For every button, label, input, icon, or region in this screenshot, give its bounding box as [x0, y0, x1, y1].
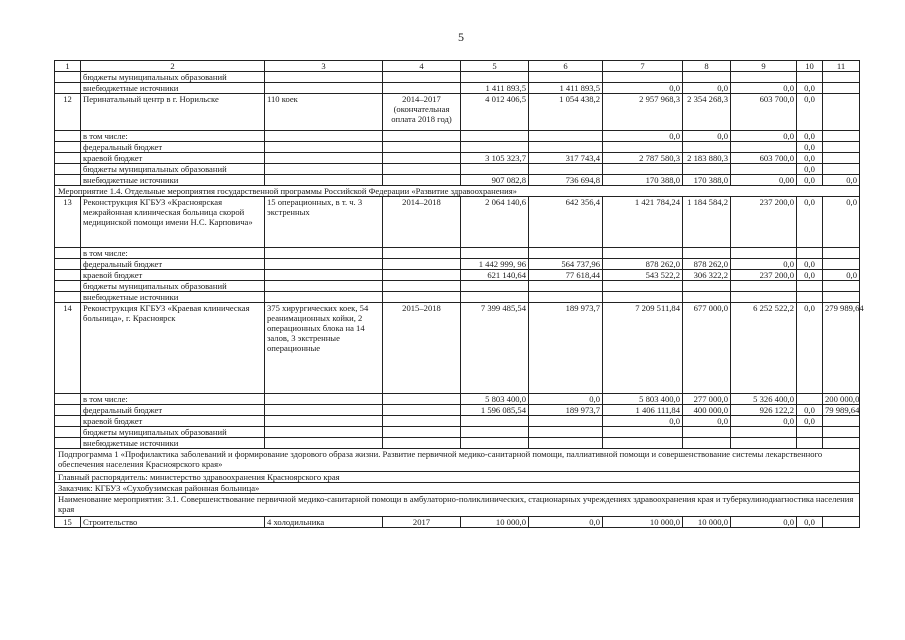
amount-col9: 0,0	[731, 131, 797, 142]
capacity: 4 холодильника	[265, 517, 383, 528]
column-number: 4	[383, 61, 461, 72]
item-name: в том числе:	[81, 394, 265, 405]
item-name: в том числе:	[81, 248, 265, 259]
amount-col8: 677 000,0	[683, 303, 731, 394]
period	[383, 394, 461, 405]
amount-col8: 0,0	[683, 83, 731, 94]
capacity	[265, 394, 383, 405]
amount-col9: 603 700,0	[731, 94, 797, 131]
amount-col8: 400 000,0	[683, 405, 731, 416]
amount-col11	[823, 438, 860, 449]
amount-col8	[683, 292, 731, 303]
capacity	[265, 83, 383, 94]
period	[383, 175, 461, 186]
section-header-row	[55, 186, 860, 197]
amount-col6	[529, 427, 603, 438]
amount-col9: 237 200,0	[731, 270, 797, 281]
amount-col7	[603, 142, 683, 153]
amount-col10: 0,0	[797, 405, 823, 416]
amount-col9: 0,00	[731, 175, 797, 186]
capacity: 15 операционных, в т. ч. 3 экстренных	[265, 197, 383, 248]
table-row	[55, 153, 860, 164]
period	[383, 416, 461, 427]
section-header-row	[55, 483, 860, 494]
table-row	[55, 131, 860, 142]
amount-col11: 0,0	[823, 175, 860, 186]
row-number: 12	[55, 94, 81, 131]
table-row	[55, 394, 860, 405]
row-number	[55, 142, 81, 153]
row-number: 13	[55, 197, 81, 248]
amount-col6: 642 356,4	[529, 197, 603, 248]
budget-table	[54, 60, 864, 528]
item-name: бюджеты муниципальных образований	[81, 72, 265, 83]
amount-total: 907 082,8	[461, 175, 529, 186]
amount-col9	[731, 248, 797, 259]
amount-col11	[823, 416, 860, 427]
amount-col11	[823, 292, 860, 303]
capacity	[265, 416, 383, 427]
amount-col7: 543 522,2	[603, 270, 683, 281]
period	[383, 270, 461, 281]
column-number: 10	[797, 61, 823, 72]
row-number	[55, 248, 81, 259]
amount-col6: 564 737,96	[529, 259, 603, 270]
table-row	[55, 292, 860, 303]
row-number	[55, 175, 81, 186]
table-row	[55, 72, 860, 83]
row-number	[55, 281, 81, 292]
column-number: 9	[731, 61, 797, 72]
row-number	[55, 427, 81, 438]
amount-col6	[529, 72, 603, 83]
amount-col7	[603, 281, 683, 292]
capacity	[265, 248, 383, 259]
amount-col8: 10 000,0	[683, 517, 731, 528]
capacity: 375 хирургических коек, 54 реанимационных койки, 2 операционных блока на 14 залов, 3 экстренные операционные	[265, 303, 383, 394]
amount-total: 2 064 140,6	[461, 197, 529, 248]
amount-col10	[797, 438, 823, 449]
amount-col6: 0,0	[529, 517, 603, 528]
amount-col8: 170 388,0	[683, 175, 731, 186]
amount-col6: 189 973,7	[529, 405, 603, 416]
column-number-header	[55, 61, 860, 72]
period	[383, 83, 461, 94]
amount-col10	[797, 394, 823, 405]
period	[383, 164, 461, 175]
amount-col9: 0,0	[731, 259, 797, 270]
amount-col9	[731, 292, 797, 303]
amount-col8	[683, 281, 731, 292]
row-number	[55, 259, 81, 270]
amount-col9	[731, 72, 797, 83]
amount-total: 1 442 999, 96	[461, 259, 529, 270]
page-number: 5	[458, 30, 464, 44]
amount-total	[461, 131, 529, 142]
amount-col10: 0,0	[797, 259, 823, 270]
amount-col10: 0,0	[797, 131, 823, 142]
amount-total	[461, 142, 529, 153]
capacity	[265, 427, 383, 438]
amount-col11: 0,0	[823, 197, 860, 248]
amount-col10	[797, 72, 823, 83]
amount-col7	[603, 164, 683, 175]
amount-col8: 878 262,0	[683, 259, 731, 270]
row-number: 14	[55, 303, 81, 394]
period	[383, 153, 461, 164]
item-name: в том числе:	[81, 131, 265, 142]
amount-col6	[529, 248, 603, 259]
amount-col6: 1 054 438,2	[529, 94, 603, 131]
period: 2017	[383, 517, 461, 528]
amount-col10: 0,0	[797, 303, 823, 394]
amount-col10	[797, 427, 823, 438]
amount-total: 7 399 485,54	[461, 303, 529, 394]
section-header: Подпрограмма 1 «Профилактика заболеваний и формирование здорового образа жизни. Развитие первичной медико-санитарной помощи, паллиативной помощи и совершенствование системы лекарственного обеспечения населения Красноярского края»	[55, 449, 860, 472]
section-header: Главный распорядитель: министерство здравоохранения Красноярского края	[55, 472, 860, 483]
period: 2014–2017 (окончательная оплата 2018 год)	[383, 94, 461, 131]
amount-col8: 2 183 880,3	[683, 153, 731, 164]
row-number	[55, 131, 81, 142]
period: 2015–2018	[383, 303, 461, 394]
column-number: 2	[81, 61, 265, 72]
item-name: Перинатальный центр в г. Норильске	[81, 94, 265, 131]
amount-col9	[731, 438, 797, 449]
amount-col7: 0,0	[603, 131, 683, 142]
item-name: бюджеты муниципальных образований	[81, 427, 265, 438]
amount-col11	[823, 83, 860, 94]
amount-col8	[683, 164, 731, 175]
item-name: внебюджетные источники	[81, 292, 265, 303]
table-row	[55, 427, 860, 438]
period	[383, 72, 461, 83]
amount-col7	[603, 248, 683, 259]
amount-col9: 6 252 522,2	[731, 303, 797, 394]
amount-col8: 1 184 584,2	[683, 197, 731, 248]
capacity	[265, 164, 383, 175]
amount-col9: 0,0	[731, 517, 797, 528]
row-number	[55, 164, 81, 175]
period	[383, 248, 461, 259]
amount-col6: 1 411 893,5	[529, 83, 603, 94]
table-row	[55, 83, 860, 94]
amount-col7: 2 787 580,3	[603, 153, 683, 164]
item-name: внебюджетные источники	[81, 83, 265, 94]
section-header-row	[55, 494, 860, 517]
amount-col7	[603, 72, 683, 83]
amount-col11	[823, 427, 860, 438]
table-row	[55, 270, 860, 281]
table-row	[55, 405, 860, 416]
amount-total: 1 596 085,54	[461, 405, 529, 416]
amount-col7: 1 406 111,84	[603, 405, 683, 416]
amount-col7: 7 209 511,84	[603, 303, 683, 394]
table-row	[55, 416, 860, 427]
amount-col6: 317 743,4	[529, 153, 603, 164]
item-name: внебюджетные источники	[81, 438, 265, 449]
amount-col7	[603, 292, 683, 303]
table-row	[55, 303, 860, 394]
column-number: 6	[529, 61, 603, 72]
amount-col10: 0,0	[797, 153, 823, 164]
amount-col8	[683, 427, 731, 438]
item-name: федеральный бюджет	[81, 142, 265, 153]
amount-col8: 0,0	[683, 416, 731, 427]
row-number	[55, 83, 81, 94]
section-header-row	[55, 449, 860, 472]
amount-col8: 306 322,2	[683, 270, 731, 281]
amount-total	[461, 416, 529, 427]
amount-total: 621 140,64	[461, 270, 529, 281]
row-number	[55, 405, 81, 416]
amount-col10	[797, 292, 823, 303]
amount-col8	[683, 248, 731, 259]
item-name: Реконструкция КГБУЗ «Краевая клиническая больница», г. Красноярск	[81, 303, 265, 394]
amount-col6	[529, 438, 603, 449]
row-number	[55, 153, 81, 164]
item-name: федеральный бюджет	[81, 259, 265, 270]
amount-col8: 2 354 268,3	[683, 94, 731, 131]
table-row	[55, 175, 860, 186]
column-number: 8	[683, 61, 731, 72]
amount-col10: 0,0	[797, 416, 823, 427]
amount-col6	[529, 164, 603, 175]
period	[383, 259, 461, 270]
capacity	[265, 281, 383, 292]
column-number: 7	[603, 61, 683, 72]
capacity: 110 коек	[265, 94, 383, 131]
amount-col10	[797, 248, 823, 259]
row-number	[55, 416, 81, 427]
amount-col9: 926 122,2	[731, 405, 797, 416]
period	[383, 281, 461, 292]
section-header: Мероприятие 1.4. Отдельные мероприятия государственной программы Российской Федерации «Развитие здравоохранения»	[55, 186, 860, 197]
amount-total	[461, 427, 529, 438]
amount-total: 5 803 400,0	[461, 394, 529, 405]
amount-col7: 10 000,0	[603, 517, 683, 528]
item-name: бюджеты муниципальных образований	[81, 281, 265, 292]
item-name: краевой бюджет	[81, 153, 265, 164]
period	[383, 438, 461, 449]
amount-total: 4 012 406,5	[461, 94, 529, 131]
amount-col9: 0,0	[731, 416, 797, 427]
period	[383, 405, 461, 416]
item-name: краевой бюджет	[81, 416, 265, 427]
amount-col9: 5 326 400,0	[731, 394, 797, 405]
amount-col11	[823, 164, 860, 175]
amount-total	[461, 438, 529, 449]
column-number: 1	[55, 61, 81, 72]
amount-col6	[529, 281, 603, 292]
row-number	[55, 394, 81, 405]
amount-col6: 736 694,8	[529, 175, 603, 186]
amount-col9	[731, 164, 797, 175]
item-name: Реконструкция КГБУЗ «Красноярская межрайонная клиническая больница скорой медицинской помощи имени Н.С. Карповича»	[81, 197, 265, 248]
amount-col9: 237 200,0	[731, 197, 797, 248]
amount-col8	[683, 438, 731, 449]
amount-col7: 0,0	[603, 83, 683, 94]
table-row	[55, 142, 860, 153]
table-row	[55, 197, 860, 248]
amount-col10: 0,0	[797, 164, 823, 175]
amount-col7: 2 957 968,3	[603, 94, 683, 131]
table-row	[55, 259, 860, 270]
column-number: 11	[823, 61, 860, 72]
row-number: 15	[55, 517, 81, 528]
amount-total	[461, 292, 529, 303]
amount-col10: 0,0	[797, 270, 823, 281]
amount-col6: 77 618,44	[529, 270, 603, 281]
amount-col7: 1 421 784,24	[603, 197, 683, 248]
amount-col10: 0,0	[797, 175, 823, 186]
amount-col6	[529, 292, 603, 303]
table-row	[55, 281, 860, 292]
amount-col11: 200 000,0	[823, 394, 860, 405]
row-number	[55, 292, 81, 303]
amount-col7: 170 388,0	[603, 175, 683, 186]
item-name: федеральный бюджет	[81, 405, 265, 416]
item-name: краевой бюджет	[81, 270, 265, 281]
capacity	[265, 142, 383, 153]
amount-col10: 0,0	[797, 142, 823, 153]
amount-col11	[823, 259, 860, 270]
amount-col11: 79 989,64	[823, 405, 860, 416]
amount-col11	[823, 94, 860, 131]
amount-col10: 0,0	[797, 517, 823, 528]
amount-col6: 0,0	[529, 394, 603, 405]
item-name: бюджеты муниципальных образований	[81, 164, 265, 175]
period	[383, 142, 461, 153]
table-row	[55, 94, 860, 131]
table-row	[55, 517, 860, 528]
amount-col7: 0,0	[603, 416, 683, 427]
amount-col7: 878 262,0	[603, 259, 683, 270]
amount-col11	[823, 153, 860, 164]
amount-col11	[823, 142, 860, 153]
amount-col7	[603, 427, 683, 438]
amount-col10: 0,0	[797, 94, 823, 131]
capacity	[265, 131, 383, 142]
table-row	[55, 164, 860, 175]
amount-col11	[823, 72, 860, 83]
amount-col10	[797, 281, 823, 292]
table-row	[55, 248, 860, 259]
amount-col11	[823, 131, 860, 142]
period	[383, 292, 461, 303]
row-number	[55, 438, 81, 449]
amount-col6	[529, 142, 603, 153]
amount-col8	[683, 72, 731, 83]
amount-col11	[823, 248, 860, 259]
amount-col7	[603, 438, 683, 449]
item-name: внебюджетные источники	[81, 175, 265, 186]
capacity	[265, 438, 383, 449]
amount-col6	[529, 131, 603, 142]
amount-col8: 0,0	[683, 131, 731, 142]
amount-col9: 0,0	[731, 83, 797, 94]
section-header: Заказчик: КГБУЗ «Сухобузимская районная больница»	[55, 483, 860, 494]
amount-col7: 5 803 400,0	[603, 394, 683, 405]
capacity	[265, 153, 383, 164]
item-name: Строительство	[81, 517, 265, 528]
amount-col9: 603 700,0	[731, 153, 797, 164]
amount-total	[461, 248, 529, 259]
amount-col8	[683, 142, 731, 153]
capacity	[265, 72, 383, 83]
column-number: 3	[265, 61, 383, 72]
amount-col11: 279 989,64	[823, 303, 860, 394]
capacity	[265, 175, 383, 186]
amount-col6: 189 973,7	[529, 303, 603, 394]
amount-col9	[731, 427, 797, 438]
amount-total	[461, 164, 529, 175]
section-header-row	[55, 472, 860, 483]
capacity	[265, 259, 383, 270]
row-number	[55, 270, 81, 281]
period	[383, 427, 461, 438]
table-row	[55, 438, 860, 449]
amount-total: 3 105 323,7	[461, 153, 529, 164]
amount-col8: 277 000,0	[683, 394, 731, 405]
amount-col9	[731, 281, 797, 292]
amount-total	[461, 281, 529, 292]
amount-col11: 0,0	[823, 270, 860, 281]
row-number	[55, 72, 81, 83]
amount-col6	[529, 416, 603, 427]
amount-col11	[823, 517, 860, 528]
period: 2014–2018	[383, 197, 461, 248]
amount-total: 1 411 893,5	[461, 83, 529, 94]
amount-col10: 0,0	[797, 83, 823, 94]
capacity	[265, 292, 383, 303]
amount-total: 10 000,0	[461, 517, 529, 528]
section-header: Наименование мероприятия: 3.1. Совершенствование первичной медико-санитарной помощи в амбулаторно-поликлинических, стационарных учреждениях здравоохранения края и туберкулинодиагностика населения края	[55, 494, 860, 517]
amount-col9	[731, 142, 797, 153]
amount-col10: 0,0	[797, 197, 823, 248]
capacity	[265, 270, 383, 281]
capacity	[265, 405, 383, 416]
column-number: 5	[461, 61, 529, 72]
amount-total	[461, 72, 529, 83]
period	[383, 131, 461, 142]
amount-col11	[823, 281, 860, 292]
